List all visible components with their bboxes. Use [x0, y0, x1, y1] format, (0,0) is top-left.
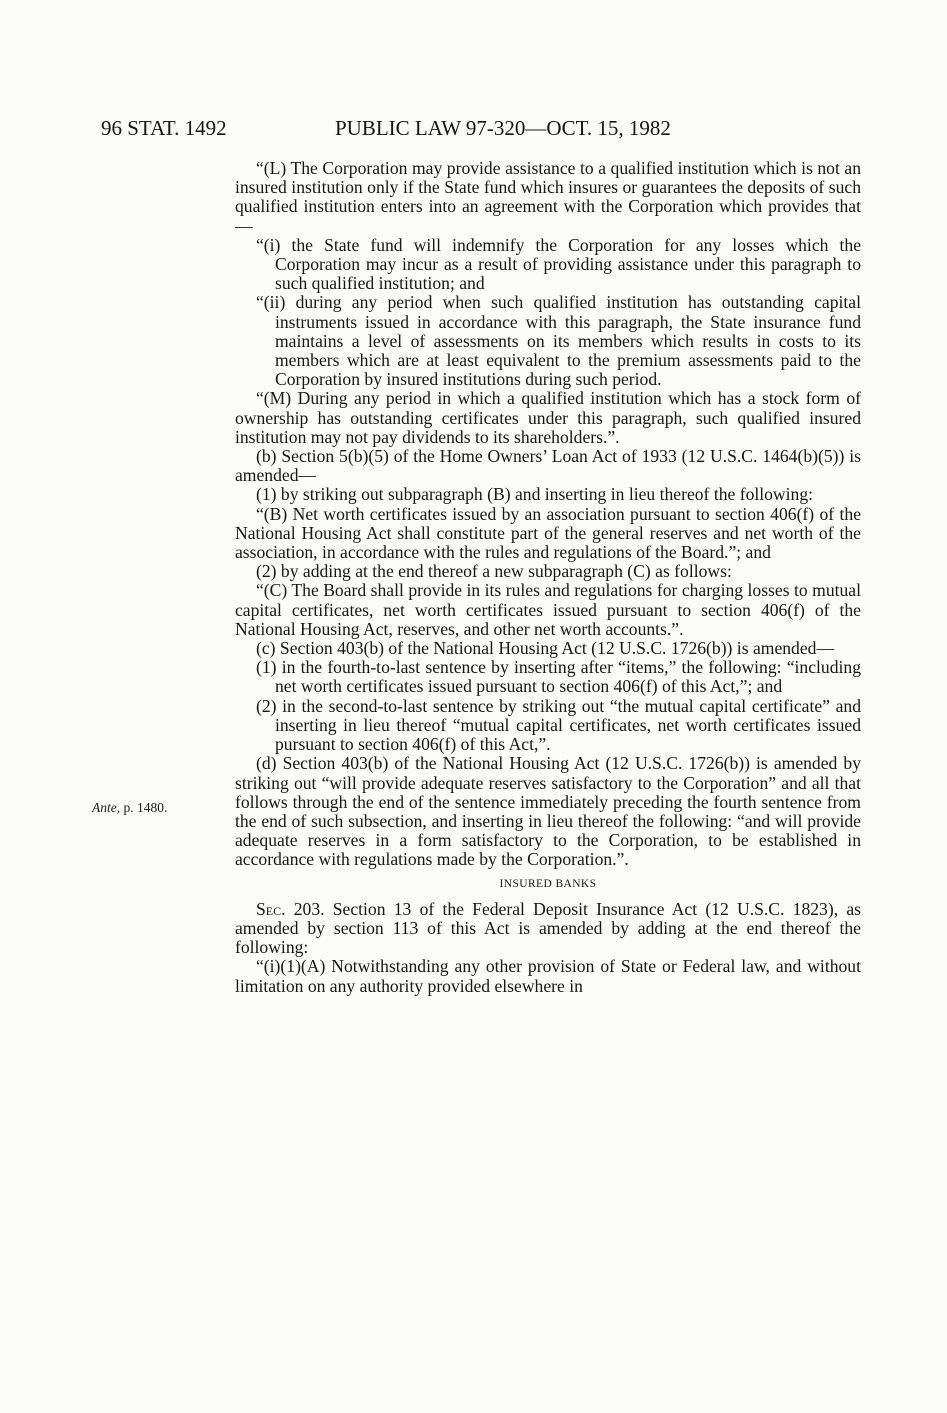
paragraph-l: “(L) The Corporation may provide assistance to a qualified institution which is not an insured institution only if the State fund which insures or guarantees the deposits of such qualified institution enters into an agreement with the Corporation which provides that—	[235, 158, 861, 236]
paragraph-i-1-a: “(i)(1)(A) Notwithstanding any other provision of State or Federal law, and without limitation on any authority provided elsewhere in	[235, 956, 861, 996]
page-title: PUBLIC LAW 97-320—OCT. 15, 1982	[335, 116, 671, 140]
subsection-c: (c) Section 403(b) of the National Housing Act (12 U.S.C. 1726(b)) is amended—	[256, 638, 835, 659]
margin-note	[92, 800, 167, 816]
section-203	[235, 900, 861, 958]
clause-i: “(i) the State fund will indemnify the Corporation for any losses which the Corporation may incur as a result of providing assistance under this paragraph to such qualified institution; and	[256, 234, 861, 294]
amendment-c-1: (1) in the fourth-to-last sentence by inserting after “items,” the following: “including net worth certificates issued pursuant to section 406(f) of this Act,”; and	[256, 657, 861, 697]
section-heading: INSURED BANKS	[499, 877, 597, 890]
statute-body	[235, 159, 861, 996]
margin-note-prefix: Ante	[92, 800, 117, 815]
subsection-d: (d) Section 403(b) of the National Housing Act (12 U.S.C. 1726(b)) is amended by striking out “will provide adequate reserves satisfactory to the Corporation” and all that follows through the end of the sentence immediately preceding the fourth sentence from the end of such subsection, and inserting in lieu thereof the following: “and will provide adequate reserves in a form satisfactory to the Corporation, to be established in accordance with regulations made by the Corporation.”.	[235, 753, 861, 870]
amendment-b-1: (1) by striking out subparagraph (B) and inserting in lieu thereof the following:	[256, 484, 814, 505]
clause-ii: “(ii) during any period when such qualified institution has outstanding capital instruments issued in accordance with this paragraph, the State insurance fund maintains a level of assessments on its members which results in costs to its members which are at least equivalent to the premium assessments paid to the Corporation by insured institutions during such period.	[256, 292, 861, 390]
section-203-text: . 203. Section 13 of the Federal Deposit Insurance Act (12 U.S.C. 1823), as amended by section 113 of this Act is amended by adding at the end thereof the following:	[235, 898, 861, 958]
amendment-b-2: (2) by adding at the end thereof a new subparagraph (C) as follows:	[256, 561, 732, 582]
section-label: Sec	[256, 898, 282, 919]
stat-reference: 96 STAT. 1492	[101, 116, 227, 140]
subparagraph-c-text: “(C) The Board shall provide in its rules and regulations for charging losses to mutual capital certificates, net worth certificates issued pursuant to section 406(f) of the National Housing Act, reserves, and other net worth accounts.”.	[235, 580, 861, 639]
subparagraph-b-text: “(B) Net worth certificates issued by an association pursuant to section 406(f) of the National Housing Act shall constitute part of the general reserves and net worth of the association, in accordance with the rules and regulations of the Board.”; and	[235, 503, 861, 563]
amendment-c-2: (2) in the second-to-last sentence by striking out “the mutual capital certificate” and inserting in lieu thereof “mutual capital certificates, net worth certificates issued pursuant to section 406(f) of this Act,”.	[256, 695, 861, 755]
subsection-b: (b) Section 5(b)(5) of the Home Owners’ Loan Act of 1933 (12 U.S.C. 1464(b)(5)) is amended—	[235, 446, 861, 486]
margin-note-page: , p. 1480.	[116, 800, 168, 815]
paragraph-m: “(M) During any period in which a qualified institution which has a stock form of ownership has outstanding certificates under this paragraph, such qualified insured institution may not pay dividends to its shareholders.”.	[235, 388, 861, 447]
